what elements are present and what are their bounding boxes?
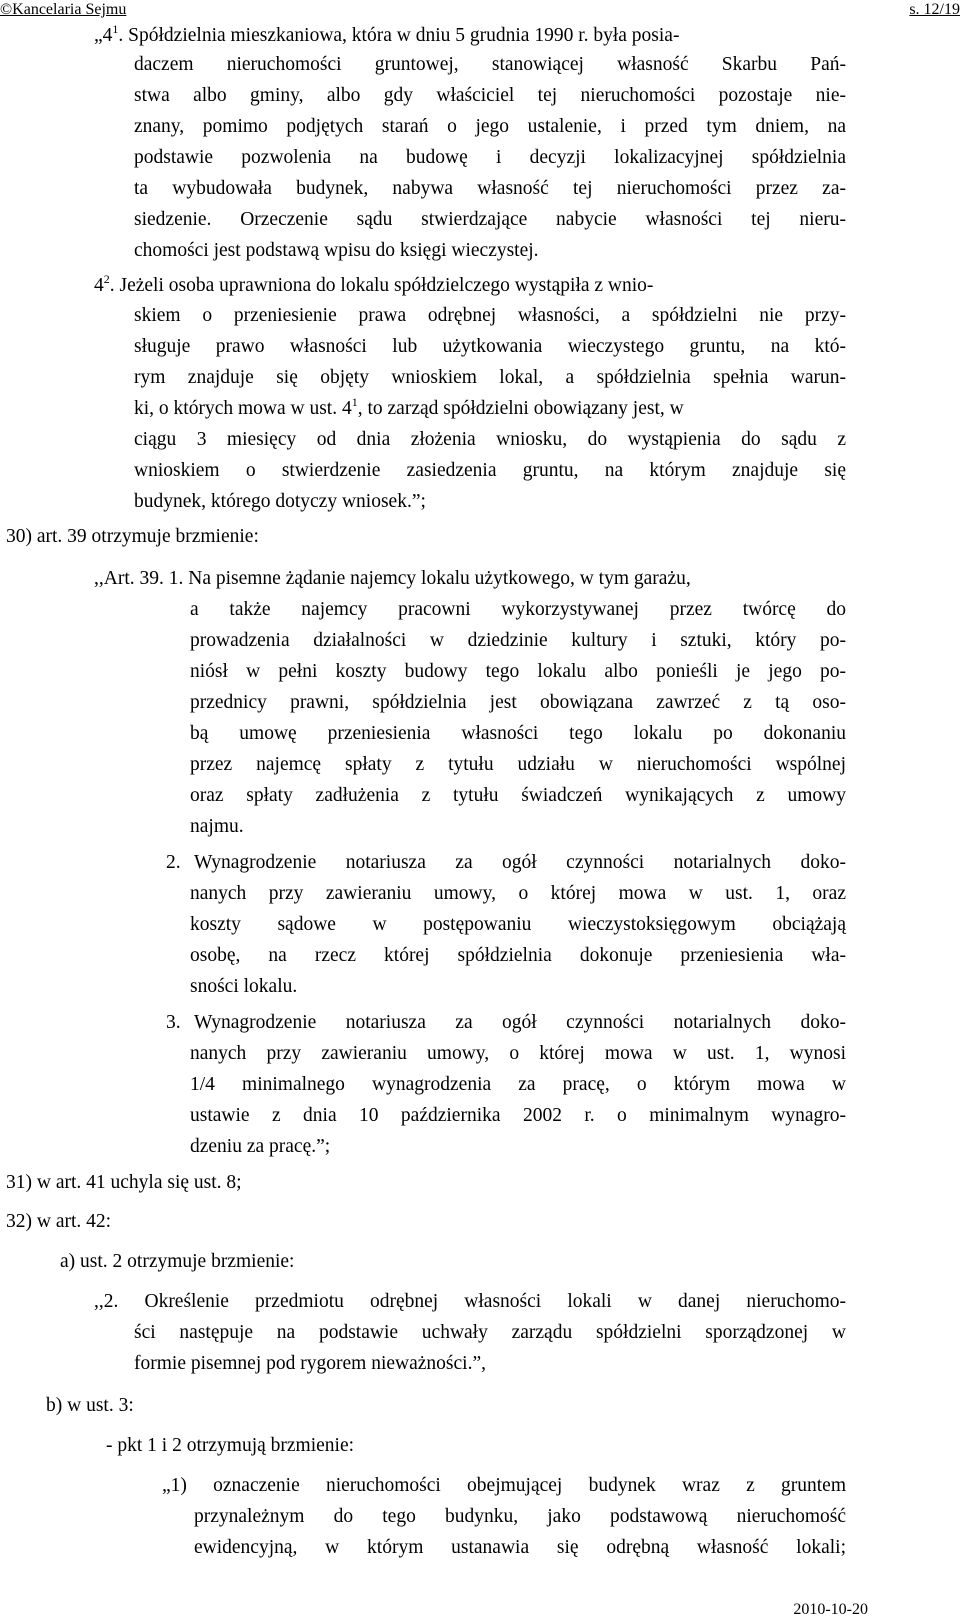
item-30: 30) art. 39 otrzymuje brzmienie: (6, 526, 259, 547)
paragraph-4-1-line2: daczem nieruchomości gruntowej, stanowiącej własność Skarbu Pań- (134, 54, 846, 75)
article-39-ust1-line5: przednicy prawni, spółdzielnia jest obowiązana zawrzeć z tą oso- (190, 692, 846, 713)
paragraph-4-2-line4: rym znajduje się objęty wnioskiem lokal, a spółdzielnia spełnia warun- (134, 367, 846, 388)
paragraph-4-2-line5a: ki, o których mowa w ust. 4 (134, 398, 352, 419)
article-39-ust1-line4: niósł w pełni koszty budowy tego lokalu albo ponieśli je jego po- (190, 661, 846, 682)
header-page-number: s. 12/19 (909, 1, 960, 18)
paragraph-4-1-sup: 1 (112, 22, 119, 36)
item-32: 32) w art. 42: (6, 1211, 112, 1232)
item-32-b: b) w ust. 3: (46, 1395, 134, 1416)
paragraph-4-2-line2: skiem o przeniesienie prawa odrębnej własności, a spółdzielni nie przy- (134, 305, 846, 326)
article-39-ust2-line2: nanych przy zawieraniu umowy, o której mowa w ust. 1, oraz (190, 883, 846, 904)
paragraph-4-1-line4: znany, pomimo podjętych starań o jego ustalenie, i przed tym dniem, na (134, 116, 846, 137)
article-39-ust3-line4: ustawie z dnia 10 października 2002 r. o minimalnym wynagro- (190, 1105, 846, 1126)
ust-2-line2: ści następuje na podstawie uchwały zarządu spółdzielni sporządzonej w (134, 1322, 846, 1343)
pkt-1-line2: przynależnym do tego budynku, jako podstawową nieruchomość (194, 1506, 846, 1527)
article-39-ust1-line1: ,,Art. 39. 1. Na pisemne żądanie najemcy lokalu użytkowego, w tym garażu, (94, 568, 691, 589)
paragraph-4-2-line7: wnioskiem o stwierdzenie zasiedzenia gruntu, na którym znajduje się (134, 460, 846, 481)
article-39-ust1-line6: bą umowę przeniesienia własności tego lokalu po dokonaniu (190, 723, 846, 744)
footer-date: 2010-10-20 (793, 1601, 868, 1618)
paragraph-4-1-line1: . Spółdzielnia mieszkaniowa, która w dniu 5 grudnia 1990 r. była posia- (118, 25, 680, 46)
article-39-ust2-line5: sności lokalu. (190, 976, 298, 997)
pkt-1-line3: ewidencyjną, w którym ustanawia się odrębną własność lokali; (194, 1537, 846, 1558)
paragraph-4-1-line3: stwa albo gminy, albo gdy właściciel tej nieruchomości pozostaje nie- (134, 85, 846, 106)
paragraph-4-2-sup: 2 (103, 272, 110, 286)
article-39-ust3-line5: dzeniu za pracę.”; (190, 1136, 331, 1157)
paragraph-4-2-line8: budynek, którego dotyczy wniosek.”; (134, 491, 426, 512)
article-39-ust3-line3: 1/4 minimalnego wynagrodzenia za pracę, o którym mowa w (190, 1074, 846, 1095)
article-39-ust1-line9: najmu. (190, 816, 244, 837)
paragraph-4-2-line1: . Jeżeli osoba uprawniona do lokalu spółdzielczego wystąpiła z wnio- (109, 275, 654, 296)
paragraph-4-2-line6: ciągu 3 miesięcy od dnia złożenia wniosku, do wystąpienia do sądu z (134, 429, 846, 450)
article-39-ust1-line7: przez najemcę spłaty z tytułu udziału w nieruchomości wspólnej (190, 754, 846, 775)
article-39-ust3-number: 3. (166, 1012, 181, 1033)
paragraph-4-2-line3: sługuje prawo własności lub użytkowania wieczystego gruntu, na któ- (134, 336, 846, 357)
article-39-ust2-line4: osobę, na rzecz której spółdzielnia dokonuje przeniesienia wła- (190, 945, 846, 966)
article-39-ust3-line2: nanych przy zawieraniu umowy, o której mowa w ust. 1, wynosi (190, 1043, 846, 1064)
ust-2-line1: ,,2. Określenie przedmiotu odrębnej własności lokali w danej nieruchomo- (94, 1291, 846, 1312)
paragraph-4-1-line5: podstawie pozwolenia na budowę i decyzji lokalizacyjnej spółdzielnia (134, 147, 846, 168)
paragraph-4-1-line7: siedzenie. Orzeczenie sądu stwierdzające nabycie własności tej nieru- (134, 209, 846, 230)
paragraph-4-2-prefix: 4 (94, 275, 104, 296)
article-39-ust2-number: 2. (166, 852, 181, 873)
article-39-ust1-line8: oraz spłaty zadłużenia z tytułu świadczeń wynikających z umowy (190, 785, 846, 806)
pkt-1-line1: „1) oznaczenie nieruchomości obejmującej budynek wraz z gruntem (162, 1475, 846, 1496)
article-39-ust2-line3: koszty sądowe w postępowaniu wieczystoksięgowym obciążają (190, 914, 846, 935)
paragraph-4-2-line5b: , to zarząd spółdzielni obowiązany jest, w (357, 398, 684, 419)
pkt-heading: - pkt 1 i 2 otrzymują brzmienie: (106, 1435, 355, 1456)
paragraph-4-2-line5-sup: 1 (351, 395, 358, 409)
article-39-ust1-line3: prowadzenia działalności w dziedzinie kultury i sztuki, który po- (190, 630, 846, 651)
item-32-a: a) ust. 2 otrzymuje brzmienie: (60, 1251, 295, 1272)
ust-2-line3: formie pisemnej pod rygorem nieważności.”, (134, 1353, 486, 1374)
header-copyright: ©Kancelaria Sejmu (0, 1, 127, 18)
article-39-ust3-line1: Wynagrodzenie notariusza za ogół czynności notarialnych doko- (194, 1012, 846, 1033)
paragraph-4-1-prefix: „4 (94, 25, 113, 46)
paragraph-4-1-line8: chomości jest podstawą wpisu do księgi wieczystej. (134, 240, 539, 261)
article-39-ust1-line2: a także najemcy pracowni wykorzystywanej przez twórcę do (190, 599, 846, 620)
paragraph-4-1-line6: ta wybudowała budynek, nabywa własność tej nieruchomości przez za- (134, 178, 846, 199)
article-39-ust2-line1: Wynagrodzenie notariusza za ogół czynności notarialnych doko- (194, 852, 846, 873)
item-31: 31) w art. 41 uchyla się ust. 8; (6, 1172, 242, 1193)
